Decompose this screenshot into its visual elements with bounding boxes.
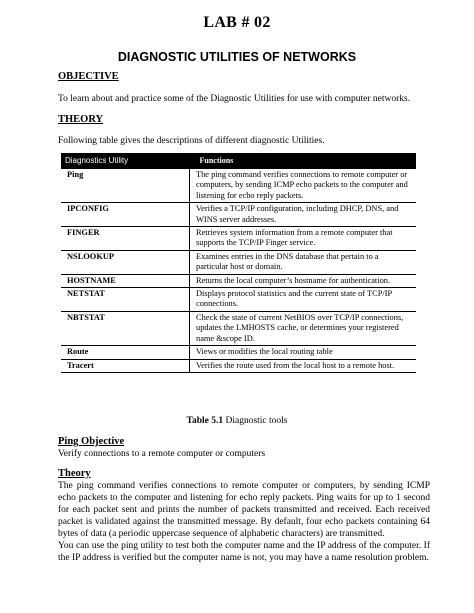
table-caption (0, 416, 474, 426)
utility-description: Displays protocol statistics and the current state of TCP/IP connections. (190, 288, 417, 312)
table-row (61, 250, 416, 274)
table-header-row (61, 153, 416, 169)
utility-description: The ping command verifies connections to remote computer or computers, by sending ICMP echo packets to the computer and listening for echo reply packets. (190, 169, 417, 203)
lab-title: LAB # 02 (203, 14, 271, 31)
table-row (61, 274, 416, 287)
utility-name: NSLOOKUP (61, 250, 190, 274)
utility-description: Check the state of current NetBIOS over TCP/IP connections, updates the LMHOSTS cache, or determines your registered name &scope ID. (190, 311, 417, 345)
utility-description: Verifies the route used from the local host to a remote host. (190, 359, 417, 372)
utility-name: FINGER (61, 227, 190, 251)
document-title: DIAGNOSTIC UTILITIES OF NETWORKS (117, 50, 357, 64)
table-row (61, 311, 416, 345)
ping-objective-text: Verify connections to a remote computer or computers (58, 449, 266, 459)
table-row (61, 227, 416, 251)
utility-name: NETSTAT (61, 288, 190, 312)
ping-theory-heading: Theory (58, 468, 91, 479)
table-row (61, 203, 416, 227)
utility-name: Tracert (61, 359, 190, 372)
theory-text: Following table gives the descriptions of different diagnostic Utilities. (58, 136, 325, 146)
column-header-utility: Diagnostics Utility (61, 153, 190, 169)
table-row (61, 346, 416, 359)
utility-name: Ping (61, 169, 190, 203)
utility-description: Returns the local computer’s hostname for authentication. (190, 274, 417, 287)
table-row (61, 169, 416, 203)
ping-theory-paragraph: The ping command verifies connections to remote computer or computers, by sending ICMP echo packets to the computer and listening for echo reply packets. Ping waits for up to 1 second for each packet sent and prints the number of packets transmitted and received. Each received packet is validated against the transmitted message. By default, four echo packets containing 64 bytes of data (a periodic uppercase sequence of alphabetic characters) are transmitted. (58, 481, 430, 539)
ping-theory-paragraph: You can use the ping utility to test both the computer name and the IP address of the computer. If the IP address is verified but the computer name is not, you may have a name resolution problem. (58, 541, 430, 563)
table-row (61, 359, 416, 372)
utility-name: Route (61, 346, 190, 359)
utility-name: IPCONFIG (61, 203, 190, 227)
utility-description: Verifies a TCP/IP configuration, including DHCP, DNS, and WINS server addresses. (190, 203, 417, 227)
utility-description: Retrieves system information from a remote computer that supports the TCP/IP Finger service. (190, 227, 417, 251)
theory-heading: THEORY (58, 114, 104, 125)
utility-name: HOSTNAME (61, 274, 190, 287)
utility-name: NBTSTAT (61, 311, 190, 345)
utility-description: Examines entries in the DNS database that pertain to a particular host or domain. (190, 250, 417, 274)
table-caption-text: Diagnostic tools (223, 416, 288, 426)
ping-objective-heading: Ping Objective (58, 436, 125, 447)
table-caption-label: Table 5.1 (186, 416, 224, 426)
objective-heading: OBJECTIVE (58, 71, 119, 82)
utility-description: Views or modifies the local routing table (190, 346, 417, 359)
diagnostic-utilities-table (61, 153, 416, 373)
column-header-functions: Functions (190, 153, 417, 169)
table-row (61, 288, 416, 312)
objective-text: To learn about and practice some of the Diagnostic Utilities for use with computer networks. (58, 94, 411, 104)
